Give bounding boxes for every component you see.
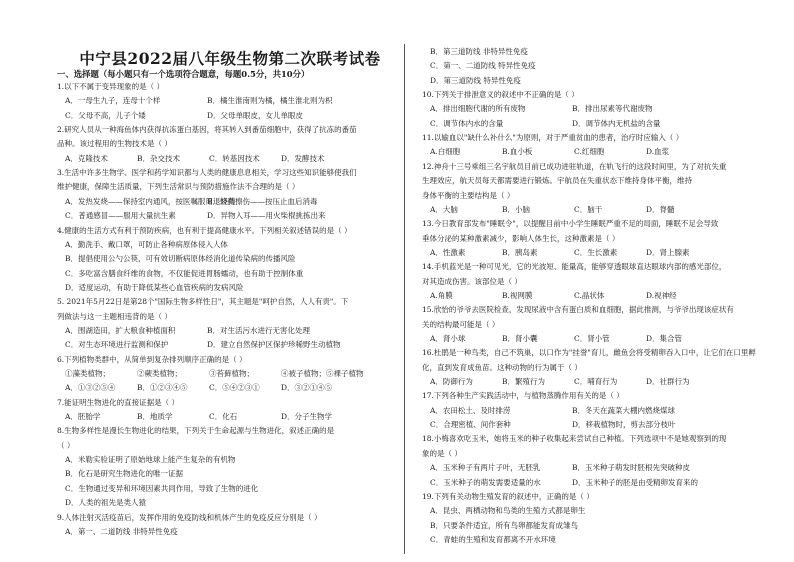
- answer-option: ④被子植物；⑤裸子植物: [281, 369, 364, 378]
- answer-option: B．冬天在蔬菜大棚内燃烧煤球: [572, 405, 676, 415]
- answer-option: A．第一、二道防线 非特异性免疫: [65, 526, 178, 536]
- answer-option-pair: [65, 197, 318, 207]
- answer-option: A．一母生九子，连母十个样: [65, 96, 161, 106]
- answer-option-pair: [65, 326, 310, 336]
- answer-option: D．肾上腺素: [646, 247, 690, 257]
- answer-option: C．调节体内水的含量: [430, 118, 504, 128]
- question-line: 13.今日教育部发布"睡眠令"，以提醒目前中小学生睡眠严重不足的局面，睡眠不足会导致: [422, 219, 719, 229]
- answer-option: D．发酵技术: [281, 153, 325, 163]
- answer-option: ③苔藓植物；: [209, 369, 254, 378]
- answer-option: B．对生活污水进行无害化处理: [207, 325, 311, 335]
- exam-title: 中宁县2022届八年级生物第二次联考试卷: [79, 49, 381, 68]
- answer-option-row: [430, 334, 682, 344]
- answer-option: D.血浆: [646, 147, 670, 157]
- question-line: 垂体分泌的某种激素减少，影响人体生长，这种激素是（ ）: [422, 233, 620, 243]
- answer-option-row: [430, 291, 677, 301]
- question-line: 10.下列关于排泄意义的叙述中不正确的是（ ）: [422, 90, 579, 100]
- answer-option: B.血小板: [502, 147, 533, 157]
- answer-option: A.角膜: [430, 290, 453, 300]
- answer-option: B．轻微擦伤——按压止血后消毒: [207, 196, 318, 206]
- answer-option: C.晶状体: [574, 290, 605, 300]
- answer-option: A.白细胞: [430, 147, 461, 157]
- answer-option: C.红细胞: [574, 147, 605, 157]
- answer-option-row: [65, 154, 325, 164]
- answer-option: B．①②③④⑤: [137, 383, 188, 393]
- question-line: 12.神舟十三号乘组三名宇航员目前已成功进驻轨道，在轨飞行的这段时间里，为了对抗失重: [422, 161, 727, 171]
- question-line: 3.生活中许多生物学、医学和药学知识都与人类的健康息息相关，学习这些知识能够使我们: [57, 168, 357, 178]
- answer-option: A．大脑: [430, 204, 458, 214]
- answer-option: D．社群行为: [646, 377, 690, 387]
- answer-option: A．胚胎学: [65, 412, 101, 422]
- question-line: 19.下列有关动物生殖发育的叙述中，正确的是（ ）: [422, 491, 594, 501]
- question-line: 11.以输血以"缺什么补什么"为原则，对于严重贫血的患者，治疗时应输入（ ）: [422, 133, 684, 143]
- answer-option: B．肾小囊: [502, 334, 538, 343]
- answer-option: B．杂交技术: [137, 153, 181, 163]
- answer-option: A．发热发烧——保持室内通风，按医嘱服用退烧药: [65, 196, 236, 206]
- answer-option: C．合理密植、间作套种: [430, 420, 511, 430]
- answer-option-pair: [430, 463, 690, 473]
- answer-option: A．排出细胞代谢的所有废物: [430, 104, 526, 114]
- answer-option-pair: [65, 111, 303, 121]
- answer-option: A．米勒实验证明了原始地球上能产生复杂的有机物: [65, 455, 236, 465]
- question-line: 7.能证明生物进化的直接证据是（ ）: [57, 397, 180, 407]
- answer-option: A．昆虫、两栖动物和鸟类的生殖方式都是卵生: [430, 506, 586, 516]
- answer-option: B．只要条件适宜，所有鸟卵都能发育成雏鸟: [430, 520, 579, 530]
- answer-option: B．繁殖行为: [502, 377, 546, 387]
- question-line: 17.下列各种生产实践活动中，与植物蒸腾作用有关的是（ ）: [422, 391, 624, 401]
- question-line: 4.健康的生活方式有利于预防疾病，也有利于提高健康水平。下列相关叙述错误的是（ ）: [57, 225, 352, 235]
- answer-option: C．生长激素: [574, 247, 618, 257]
- answer-option: D．适度运动，有助于降低某些心血管疾病的发病风险: [65, 282, 244, 292]
- answer-option-pair: [430, 119, 661, 129]
- answer-option: B．胰岛素: [502, 247, 538, 257]
- answer-option: B．地质学: [137, 412, 173, 422]
- answer-option: C．转基因技术: [209, 153, 260, 163]
- question-line: 化，直到发育成鱼苗。这种动物的行为属于（ ）: [422, 362, 582, 372]
- question-line: （ ）: [57, 440, 75, 450]
- answer-option: B．化石是研究生物进化的唯一证据: [65, 469, 184, 479]
- question-line: 维护健康，保障生活质量，下列生活常识与预防措施作法不合理的是（ ）: [57, 182, 300, 192]
- answer-option: B．橘生淮南则为橘，橘生淮北则为枳: [207, 96, 333, 106]
- answer-option: ①藻类植物；: [65, 369, 110, 378]
- question-line: 14.手机蓝光是一种可见光，它的光波短、能量高，能够穿透眼球直达眼球内部的感光部位，: [422, 262, 727, 272]
- answer-option: D．人类的祖先是类人猿: [65, 498, 147, 508]
- answer-option-pair: [65, 211, 326, 221]
- answer-option: C．⑤④②③①: [209, 383, 260, 393]
- answer-option: C．父母不高，儿子个矮: [65, 110, 146, 120]
- answer-option-pair: [430, 420, 676, 430]
- answer-option: D．脊髓: [646, 204, 675, 214]
- question-line: 生理效应，航天员每天都需要进行锻炼。宇航员在失重状态下维持身体平衡，维持: [422, 176, 692, 186]
- question-line: 16.杜鹃是一种鸟类，自己不筑巢，以口作为"挂誉"育儿，雌鱼会将受精卵吞入口中，让它们在口里孵: [422, 348, 756, 358]
- answer-option: D．分子生物学: [281, 412, 333, 422]
- answer-option: B．第三道防线 非特异性免疫: [430, 47, 528, 56]
- answer-option: C．多吃富含膳食纤维的食物，不仅能促进胃肠蠕动，也有助于控制体重: [65, 268, 304, 278]
- answer-option: A．克隆技术: [65, 153, 108, 163]
- answer-option: B.视网膜: [502, 290, 533, 300]
- answer-option: C．肾小管: [574, 334, 610, 343]
- answer-option-row: [65, 412, 332, 422]
- answer-option: B．小脑: [502, 204, 531, 214]
- column-divider: [404, 44, 405, 554]
- question-line: 8.生物多样性是漫长生物进化的结果，下列关于生命起源与生物进化，叙述正确的是: [57, 426, 335, 436]
- answer-option-row: [430, 205, 675, 215]
- answer-option-row: [430, 147, 669, 157]
- question-line: 象的是（ ）: [422, 448, 462, 458]
- answer-option: C．哺育行为: [574, 377, 618, 387]
- answer-option: D．玉米种子的胚是由受精卵发育来的: [572, 477, 699, 487]
- answer-option: A．农田松土、及时排涝: [430, 405, 511, 415]
- question-line: 1.以下不属于变异现象的是（ ）: [57, 82, 165, 91]
- question-line: 15.欣怡的爷爷去医院检查，发现尿液中含有蛋白质和血细胞，据此推测，与爷爷出现该症状有: [422, 305, 734, 315]
- answer-option-row: [430, 377, 690, 387]
- section-heading: 一、选择题（每小题只有一个选项符合题意，每题0.5分，共10分）: [57, 69, 310, 79]
- answer-option: D．第三道防线 特异性免疫: [430, 75, 521, 85]
- answer-option: C．玉米种子的萌发需要适量的水: [430, 477, 541, 487]
- answer-option: C．生物通过变异和环境因素共同作用，导致了生物的进化: [65, 483, 259, 493]
- answer-option: C．青蛙的生殖和发育都离不开水环境: [430, 534, 556, 544]
- answer-option: C．对生态环境进行监测和保护: [65, 340, 169, 350]
- answer-option: ②蕨类植物；: [137, 369, 182, 378]
- question-line: 5. 2021年5月22日是第28个"国际生物多样性日"，其主题是"呵护自然，人人有责"。下: [57, 297, 349, 307]
- answer-option: C．第一、二道防线 特异性免疫: [430, 61, 536, 71]
- question-line: 关的结构最可能是（ ）: [422, 319, 500, 329]
- answer-option: C．脑干: [574, 204, 603, 214]
- answer-option: B．玉米种子萌发时胚根先突破种皮: [572, 463, 691, 473]
- answer-option: D．调节体内无机盐的含量: [572, 118, 661, 128]
- answer-option-row: [65, 383, 332, 393]
- question-line: 9.人体注射灭活疫苗后，发挥作用的免疫防线和机体产生的免疫反应分别是（ ）: [57, 512, 322, 522]
- answer-option: D．异物入耳——用火柴棍挑拣出来: [207, 211, 326, 221]
- answer-option: A．防御行为: [430, 377, 473, 387]
- question-line: 列做法与这一主题相违背的是（ ）: [57, 311, 172, 321]
- question-line: 6.下列植物类群中，从简单到复杂排列顺序正确的是（ ）: [57, 354, 247, 364]
- answer-option: D．③②①④⑤: [281, 383, 333, 393]
- answer-option: A．①③②⑤④: [65, 383, 116, 393]
- answer-option: D．父母单眼皮，女儿单眼皮: [207, 110, 304, 120]
- answer-option: D.视神经: [646, 290, 677, 300]
- question-line: 18.小梅喜欢吃玉米，她将玉米的种子收集起来尝试自己种植。下列选项中不是她观察到的现: [422, 434, 727, 444]
- answer-option-pair: [430, 478, 698, 488]
- answer-option: A．围湖造田，扩大粮食种植面积: [65, 325, 176, 335]
- answer-option: B．提倡使用公勺公筷，可有效切断病原体经消化道传染病的传播风险: [65, 254, 296, 264]
- answer-option: C．普通感冒——服用大量抗生素: [65, 211, 176, 221]
- answer-option-pair: [65, 340, 341, 350]
- answer-option: C．化石: [209, 412, 238, 422]
- answer-option: A．玉米种子有两片子叶，无胚乳: [430, 463, 541, 473]
- answer-option: A．勤洗手、戴口罩，可防止各种病原体侵入人体: [65, 239, 228, 249]
- question-line: 2.研究人员从一种海鱼体内获得抗冻蛋白基因，将其转入到番茄细胞中，获得了抗冻的番茄: [57, 125, 357, 135]
- question-line: 品种。该过程用的生物技术是（ ）: [57, 139, 172, 149]
- question-line: 对其造成伤害。该部位是（ ）: [422, 276, 522, 286]
- answer-option: B．排出尿素等代谢废物: [572, 104, 653, 114]
- answer-option-pair: [430, 406, 675, 416]
- answer-option-row: [65, 369, 364, 379]
- question-line: 身体平衡的主要结构是（ ）: [422, 190, 515, 200]
- answer-option: D．移栽植物时，剪去部分枝叶: [572, 420, 676, 430]
- answer-option: D．建立自然保护区保护珍稀野生动植物: [207, 340, 341, 350]
- answer-option-row: [430, 248, 690, 258]
- answer-option: A．肾小球: [430, 334, 466, 343]
- answer-option-pair: [430, 104, 653, 114]
- answer-option: D．集合管: [646, 334, 683, 343]
- answer-option-pair: [65, 96, 333, 106]
- answer-option: A．性激素: [430, 247, 466, 257]
